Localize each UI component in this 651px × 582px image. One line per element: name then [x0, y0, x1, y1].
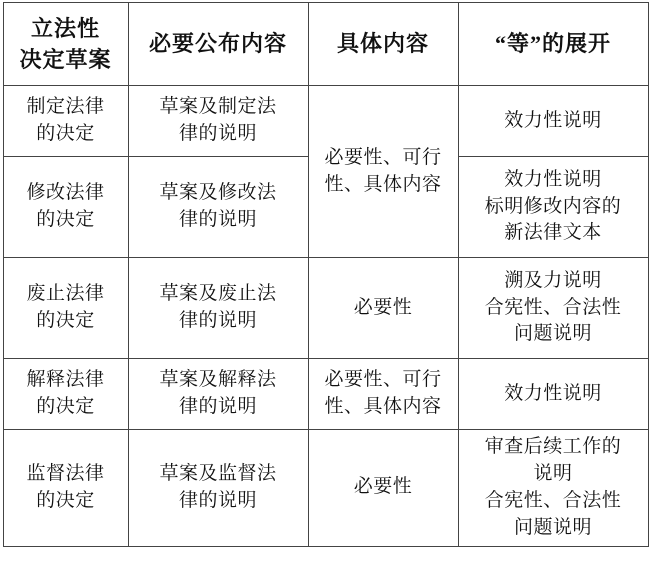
- cell-specific-content: 必要性: [308, 430, 458, 547]
- table-row: [3, 86, 648, 157]
- cell-etc-expansion: 溯及力说明 合宪性、合法性 问题说明: [458, 258, 648, 359]
- column-header-required-content: 必要公布内容: [128, 3, 308, 86]
- cell-specific-content: 必要性: [308, 258, 458, 359]
- cell-specific-content: 必要性、可行 性、具体内容: [308, 359, 458, 430]
- column-header-decision-type: 立法性 决定草案: [3, 3, 128, 86]
- cell-required-content: 草案及监督法 律的说明: [128, 430, 308, 547]
- cell-etc-expansion: 效力性说明: [458, 86, 648, 157]
- cell-decision-type: 解释法律 的决定: [3, 359, 128, 430]
- cell-etc-expansion: 效力性说明: [458, 359, 648, 430]
- cell-required-content: 草案及废止法 律的说明: [128, 258, 308, 359]
- cell-decision-type: 制定法律 的决定: [3, 86, 128, 157]
- column-header-etc-expansion: “等”的展开: [458, 3, 648, 86]
- table-header: [3, 3, 648, 86]
- table-body: [3, 86, 648, 547]
- table-row: [3, 359, 648, 430]
- cell-required-content: 草案及修改法 律的说明: [128, 157, 308, 258]
- cell-etc-expansion: 效力性说明 标明修改内容的 新法律文本: [458, 157, 648, 258]
- cell-decision-type: 修改法律 的决定: [3, 157, 128, 258]
- cell-etc-expansion: 审查后续工作的 说明 合宪性、合法性 问题说明: [458, 430, 648, 547]
- cell-required-content: 草案及解释法 律的说明: [128, 359, 308, 430]
- legislative-decision-table: [3, 2, 649, 547]
- table-header-row: [3, 3, 648, 86]
- column-header-specific-content: 具体内容: [308, 3, 458, 86]
- table-row: [3, 258, 648, 359]
- cell-decision-type: 监督法律 的决定: [3, 430, 128, 547]
- cell-specific-content: 必要性、可行 性、具体内容: [308, 86, 458, 258]
- cell-required-content: 草案及制定法 律的说明: [128, 86, 308, 157]
- table-row: [3, 430, 648, 547]
- cell-decision-type: 废止法律 的决定: [3, 258, 128, 359]
